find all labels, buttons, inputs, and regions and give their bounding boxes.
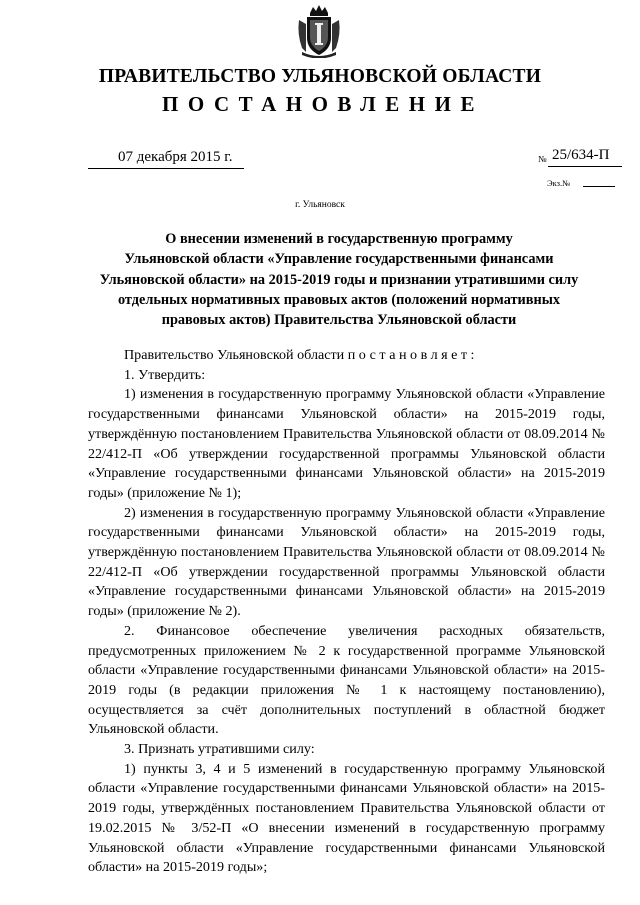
- paragraph-2: 2. Финансовое обеспечение увеличения расходных обязательств, предусмотренных приложением № 2 к государственной программе Ульяновской области «Управление государственными финансами Ульяновской области» на 2015-2019 годы (в редакции приложения № 1 к настоящему постановлению), осуществляется за счёт дополнительных поступлений в областной бюджет Ульяновской области.: [88, 622, 605, 738]
- subject-line: Ульяновской области» на 2015-2019 годы и признании утратившими силу: [99, 271, 579, 288]
- preamble-lead: Правительство Ульяновской области: [124, 347, 348, 363]
- paragraph-1-2: 2) изменения в государственную программу Ульяновской области «Управление государственными финансами Ульяновской области» на 2015-2019 годы, утверждённую постановлением Правительства Ульяновской области от 08.09.2014 № 22/412-П «Об утверждении государственной программы Ульяновской области «Управление государственными финансами Ульяновской области» на 2015-2019 годы» (приложение № 2).: [88, 504, 605, 620]
- subject-line: отдельных нормативных правовых актов (положений нормативных: [117, 291, 561, 308]
- preamble-paragraph: [88, 346, 605, 366]
- paragraph-3-1: 1) пункты 3, 4 и 5 изменений в государственную программу Ульяновской области «Управление государственными финансами Ульяновской области» на 2015-2019 годы, утверждённых постановлением Правительства Ульяновской области от 19.02.2015 № 3/52-П «О внесении изменений в государственную программу Ульяновской области «Управление государственными финансами Ульяновской области» на 2015-2019 годы»;: [88, 760, 605, 876]
- coat-of-arms-icon: [296, 4, 342, 58]
- subject-line: правовых актов) Правительства Ульяновской области: [161, 312, 517, 329]
- subject-line: Ульяновской области «Управление государственными финансами: [124, 251, 554, 268]
- number-sign: №: [538, 154, 547, 164]
- document-subject: [84, 229, 594, 330]
- subject-line: О внесении изменений в государственную программу: [165, 231, 513, 247]
- document-body: [88, 346, 605, 878]
- copy-number-underline: [583, 186, 615, 187]
- copy-number-label: Экз.№: [547, 178, 571, 188]
- government-title: ПРАВИТЕЛЬСТВО УЛЬЯНОВСКОЙ ОБЛАСТИ: [98, 66, 542, 87]
- paragraph-1: 1. Утвердить:: [124, 366, 206, 383]
- number-underline: [548, 166, 622, 167]
- preamble-verb: постановляет:: [347, 347, 478, 363]
- date-underline: [88, 168, 244, 169]
- document-number: 25/634-П: [552, 147, 610, 163]
- document-type: ПОСТАНОВЛЕНИЕ: [162, 92, 484, 116]
- paragraph-3: 3. Признать утратившими силу:: [124, 741, 315, 758]
- document-date: 07 декабря 2015 г.: [118, 149, 233, 165]
- paragraph-1-1: 1) изменения в государственную программу Ульяновской области «Управление государственными финансами Ульяновской области» на 2015-2019 годы, утверждённую постановлением Правительства Ульяновской области от 08.09.2014 № 22/412-П «Об утверждении государственной программы Ульяновской области «Управление государственными финансами Ульяновской области» на 2015-2019 годы» (приложение № 1);: [88, 386, 605, 501]
- city: г. Ульяновск: [295, 200, 345, 210]
